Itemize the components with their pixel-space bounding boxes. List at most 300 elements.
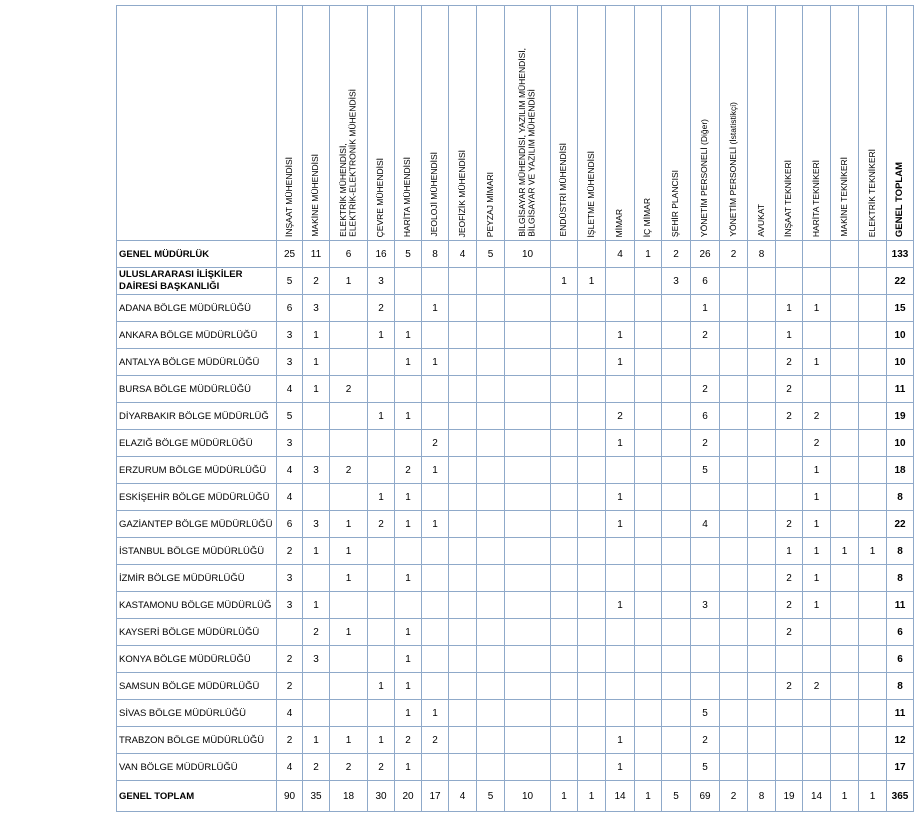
count-cell: 1 — [831, 538, 859, 565]
count-cell: 1 — [422, 349, 449, 376]
count-cell: 1 — [330, 619, 368, 646]
count-cell: 8 — [748, 241, 776, 268]
count-cell — [505, 619, 551, 646]
count-cell: 2 — [720, 241, 748, 268]
count-cell — [449, 349, 477, 376]
header-row — [117, 6, 914, 241]
count-cell — [635, 403, 662, 430]
row-total-cell: 11 — [887, 376, 914, 403]
count-cell: 1 — [803, 592, 831, 619]
count-cell: 35 — [303, 781, 330, 812]
table-row — [117, 511, 914, 538]
column-header-label: İNŞAAT MÜHENDİSİ — [283, 157, 294, 237]
count-cell — [505, 565, 551, 592]
count-cell: 2 — [303, 619, 330, 646]
count-cell — [776, 268, 803, 295]
count-cell: 6 — [277, 511, 303, 538]
count-cell — [635, 268, 662, 295]
count-cell — [803, 322, 831, 349]
count-cell: 1 — [330, 538, 368, 565]
column-header-label: MİMAR — [614, 208, 625, 237]
count-cell: 1 — [330, 511, 368, 538]
count-cell — [477, 754, 505, 781]
count-cell: 1 — [395, 754, 422, 781]
count-cell: 1 — [368, 403, 395, 430]
count-cell — [662, 295, 691, 322]
count-cell — [720, 727, 748, 754]
count-cell — [422, 376, 449, 403]
unit-name-cell: ELAZIĞ BÖLGE MÜDÜRLÜĞÜ — [117, 430, 277, 457]
count-cell: 2 — [368, 295, 395, 322]
count-cell: 1 — [803, 565, 831, 592]
count-cell: 1 — [776, 538, 803, 565]
column-header-label: HARİTA MÜHENDİSİ — [402, 156, 413, 237]
table-row — [117, 430, 914, 457]
count-cell — [551, 727, 578, 754]
count-cell: 4 — [449, 241, 477, 268]
count-cell — [578, 403, 606, 430]
count-cell — [720, 538, 748, 565]
count-cell — [720, 673, 748, 700]
count-cell — [803, 646, 831, 673]
count-cell: 1 — [395, 349, 422, 376]
count-cell — [859, 295, 887, 322]
count-cell: 6 — [277, 295, 303, 322]
count-cell — [748, 592, 776, 619]
count-cell — [831, 457, 859, 484]
count-cell — [449, 538, 477, 565]
count-cell — [551, 646, 578, 673]
count-cell — [551, 295, 578, 322]
column-header-3 — [330, 6, 368, 241]
column-header-label: ÇEVRE MÜHENDİSİ — [375, 157, 386, 237]
count-cell — [662, 349, 691, 376]
count-cell: 3 — [277, 349, 303, 376]
count-cell — [635, 700, 662, 727]
count-cell — [578, 349, 606, 376]
count-cell — [859, 349, 887, 376]
count-cell: 1 — [606, 511, 635, 538]
count-cell: 1 — [831, 781, 859, 812]
count-cell: 25 — [277, 241, 303, 268]
count-cell — [662, 592, 691, 619]
table-row — [117, 403, 914, 430]
table-row — [117, 322, 914, 349]
count-cell — [551, 484, 578, 511]
count-cell — [578, 376, 606, 403]
count-cell — [720, 619, 748, 646]
unit-name-cell: GENEL TOPLAM — [117, 781, 277, 812]
count-cell — [477, 403, 505, 430]
count-cell: 3 — [368, 268, 395, 295]
count-cell — [505, 484, 551, 511]
row-total-cell: 18 — [887, 457, 914, 484]
count-cell — [578, 295, 606, 322]
count-cell: 6 — [691, 403, 720, 430]
count-cell — [449, 295, 477, 322]
count-cell — [859, 700, 887, 727]
count-cell — [831, 322, 859, 349]
count-cell — [422, 322, 449, 349]
count-cell: 1 — [606, 484, 635, 511]
count-cell — [551, 565, 578, 592]
row-total-cell: 10 — [887, 349, 914, 376]
count-cell: 2 — [277, 673, 303, 700]
count-cell: 1 — [635, 781, 662, 812]
count-cell: 2 — [606, 403, 635, 430]
column-header-label: BİLGİSAYAR MÜHENDİSİ, YAZILIM MÜHENDİSİ, BİLGİSAYAR VE YAZILIM MÜHENDİSİ — [517, 48, 537, 237]
count-cell: 1 — [776, 322, 803, 349]
count-cell — [449, 484, 477, 511]
column-header-7 — [449, 6, 477, 241]
count-cell — [505, 403, 551, 430]
count-cell — [691, 619, 720, 646]
count-cell — [606, 538, 635, 565]
count-cell — [662, 700, 691, 727]
count-cell — [662, 403, 691, 430]
count-cell: 1 — [691, 295, 720, 322]
count-cell — [505, 646, 551, 673]
count-cell — [578, 727, 606, 754]
count-cell: 1 — [606, 430, 635, 457]
count-cell — [422, 538, 449, 565]
count-cell: 5 — [277, 268, 303, 295]
count-cell — [368, 376, 395, 403]
count-cell: 1 — [303, 349, 330, 376]
count-cell — [578, 673, 606, 700]
count-cell — [748, 754, 776, 781]
count-cell — [368, 592, 395, 619]
count-cell — [422, 619, 449, 646]
count-cell: 1 — [395, 565, 422, 592]
column-header-label: MAKİNE TEKNİKERİ — [838, 157, 849, 237]
count-cell: 2 — [277, 727, 303, 754]
unit-name-cell: ERZURUM BÖLGE MÜDÜRLÜĞÜ — [117, 457, 277, 484]
count-cell — [831, 295, 859, 322]
count-cell — [691, 538, 720, 565]
count-cell — [505, 511, 551, 538]
count-cell — [395, 268, 422, 295]
count-cell — [368, 619, 395, 646]
count-cell: 1 — [395, 322, 422, 349]
row-total-cell: 17 — [887, 754, 914, 781]
count-cell — [477, 700, 505, 727]
count-cell — [831, 592, 859, 619]
unit-name-cell: İZMİR BÖLGE MÜDÜRLÜĞÜ — [117, 565, 277, 592]
count-cell: 2 — [803, 403, 831, 430]
count-cell — [368, 430, 395, 457]
table-row — [117, 646, 914, 673]
count-cell: 2 — [422, 430, 449, 457]
count-cell — [477, 565, 505, 592]
count-cell: 4 — [277, 754, 303, 781]
count-cell: 2 — [395, 727, 422, 754]
count-cell — [831, 727, 859, 754]
count-cell — [803, 619, 831, 646]
count-cell — [831, 484, 859, 511]
count-cell — [691, 646, 720, 673]
count-cell: 1 — [606, 727, 635, 754]
count-cell — [662, 538, 691, 565]
count-cell: 1 — [606, 349, 635, 376]
count-cell — [578, 700, 606, 727]
count-cell: 4 — [277, 484, 303, 511]
count-cell — [505, 376, 551, 403]
count-cell: 4 — [277, 376, 303, 403]
count-cell — [303, 403, 330, 430]
count-cell — [578, 484, 606, 511]
count-cell — [748, 349, 776, 376]
column-header-label: YÖNETİM PERSONELİ (İstatistikçi) — [727, 102, 738, 237]
count-cell — [578, 538, 606, 565]
count-cell: 2 — [303, 754, 330, 781]
row-total-cell: 6 — [887, 646, 914, 673]
count-cell — [859, 565, 887, 592]
count-cell — [635, 727, 662, 754]
count-cell: 1 — [368, 673, 395, 700]
count-cell — [422, 673, 449, 700]
table-row — [117, 754, 914, 781]
count-cell — [578, 430, 606, 457]
table-row — [117, 349, 914, 376]
table-row — [117, 457, 914, 484]
count-cell: 4 — [277, 457, 303, 484]
count-cell — [477, 592, 505, 619]
count-cell — [635, 511, 662, 538]
count-cell — [662, 565, 691, 592]
count-cell — [720, 430, 748, 457]
staff-distribution-sheet — [116, 5, 914, 812]
count-cell: 2 — [691, 430, 720, 457]
count-cell — [831, 430, 859, 457]
count-cell — [477, 619, 505, 646]
count-cell — [859, 376, 887, 403]
column-header-4 — [368, 6, 395, 241]
count-cell: 1 — [395, 700, 422, 727]
count-cell — [859, 754, 887, 781]
count-cell — [720, 754, 748, 781]
count-cell — [720, 403, 748, 430]
count-cell: 69 — [691, 781, 720, 812]
count-cell — [748, 295, 776, 322]
count-cell — [505, 457, 551, 484]
count-cell — [720, 376, 748, 403]
count-cell — [748, 484, 776, 511]
count-cell: 5 — [662, 781, 691, 812]
count-cell — [662, 322, 691, 349]
count-cell — [578, 457, 606, 484]
count-cell: 17 — [422, 781, 449, 812]
count-cell: 10 — [505, 241, 551, 268]
count-cell: 2 — [277, 646, 303, 673]
count-cell: 4 — [691, 511, 720, 538]
count-cell — [691, 673, 720, 700]
count-cell: 1 — [330, 565, 368, 592]
count-cell: 2 — [776, 592, 803, 619]
column-header-6 — [422, 6, 449, 241]
count-cell — [635, 754, 662, 781]
count-cell — [551, 322, 578, 349]
table-row — [117, 673, 914, 700]
count-cell — [606, 295, 635, 322]
count-cell — [720, 700, 748, 727]
header-corner-cell — [117, 6, 277, 241]
count-cell: 3 — [277, 565, 303, 592]
count-cell — [720, 565, 748, 592]
count-cell: 2 — [691, 727, 720, 754]
count-cell — [748, 268, 776, 295]
unit-name-cell: ULUSLARARASI İLİŞKİLER DAİRESİ BAŞKANLIĞI — [117, 268, 277, 295]
count-cell — [477, 268, 505, 295]
count-cell: 1 — [422, 511, 449, 538]
count-cell — [551, 403, 578, 430]
count-cell — [422, 754, 449, 781]
count-cell — [477, 322, 505, 349]
count-cell — [803, 241, 831, 268]
count-cell — [505, 673, 551, 700]
count-cell — [477, 376, 505, 403]
column-header-label: JEOFİZİK MÜHENDİSİ — [456, 149, 467, 237]
count-cell: 2 — [395, 457, 422, 484]
count-cell: 1 — [803, 457, 831, 484]
count-cell — [831, 700, 859, 727]
table-row — [117, 241, 914, 268]
table-row — [117, 376, 914, 403]
unit-name-cell: GENEL MÜDÜRLÜK — [117, 241, 277, 268]
count-cell — [748, 565, 776, 592]
count-cell — [831, 673, 859, 700]
count-cell: 18 — [330, 781, 368, 812]
column-header-20 — [831, 6, 859, 241]
count-cell — [831, 565, 859, 592]
count-cell — [748, 538, 776, 565]
count-cell: 1 — [330, 268, 368, 295]
count-cell — [505, 754, 551, 781]
count-cell — [776, 241, 803, 268]
count-cell — [395, 376, 422, 403]
count-cell — [831, 511, 859, 538]
count-cell: 3 — [691, 592, 720, 619]
count-cell: 1 — [578, 268, 606, 295]
count-cell — [368, 538, 395, 565]
count-cell — [449, 457, 477, 484]
unit-name-cell: BURSA BÖLGE MÜDÜRLÜĞÜ — [117, 376, 277, 403]
count-cell — [662, 673, 691, 700]
count-cell — [803, 268, 831, 295]
row-total-cell: 8 — [887, 484, 914, 511]
count-cell: 1 — [803, 295, 831, 322]
count-cell: 5 — [691, 457, 720, 484]
count-cell — [422, 268, 449, 295]
column-header-label: AVUKAT — [755, 204, 766, 237]
count-cell — [578, 241, 606, 268]
count-cell: 1 — [303, 727, 330, 754]
count-cell — [368, 700, 395, 727]
count-cell — [748, 646, 776, 673]
row-total-cell: 11 — [887, 700, 914, 727]
count-cell — [635, 322, 662, 349]
count-cell: 1 — [303, 376, 330, 403]
count-cell — [831, 349, 859, 376]
count-cell — [505, 430, 551, 457]
count-cell — [776, 457, 803, 484]
count-cell — [720, 349, 748, 376]
count-cell — [578, 565, 606, 592]
count-cell: 2 — [691, 376, 720, 403]
unit-name-cell: TRABZON BÖLGE MÜDÜRLÜĞÜ — [117, 727, 277, 754]
row-total-cell: 10 — [887, 430, 914, 457]
count-cell — [477, 430, 505, 457]
count-cell — [551, 754, 578, 781]
count-cell: 2 — [277, 538, 303, 565]
count-cell — [449, 727, 477, 754]
count-cell: 90 — [277, 781, 303, 812]
count-cell: 1 — [635, 241, 662, 268]
count-cell — [748, 322, 776, 349]
count-cell — [803, 754, 831, 781]
count-cell — [330, 592, 368, 619]
count-cell — [395, 592, 422, 619]
count-cell — [477, 484, 505, 511]
table-row — [117, 565, 914, 592]
count-cell: 3 — [303, 646, 330, 673]
count-cell: 1 — [803, 538, 831, 565]
count-cell — [303, 673, 330, 700]
column-header-12 — [606, 6, 635, 241]
count-cell — [662, 511, 691, 538]
count-cell — [303, 484, 330, 511]
unit-name-cell: KONYA BÖLGE MÜDÜRLÜĞÜ — [117, 646, 277, 673]
count-cell — [449, 430, 477, 457]
count-cell — [449, 403, 477, 430]
count-cell: 5 — [395, 241, 422, 268]
count-cell: 1 — [303, 322, 330, 349]
count-cell — [505, 592, 551, 619]
count-cell — [330, 295, 368, 322]
count-cell — [776, 727, 803, 754]
count-cell — [303, 700, 330, 727]
count-cell: 4 — [606, 241, 635, 268]
count-cell: 1 — [303, 592, 330, 619]
count-cell: 26 — [691, 241, 720, 268]
table-row — [117, 268, 914, 295]
count-cell — [449, 592, 477, 619]
count-cell — [606, 376, 635, 403]
count-cell: 3 — [303, 295, 330, 322]
count-cell — [551, 538, 578, 565]
count-cell — [551, 376, 578, 403]
count-cell — [551, 511, 578, 538]
count-cell: 1 — [303, 538, 330, 565]
count-cell — [477, 511, 505, 538]
count-cell — [635, 457, 662, 484]
count-cell: 16 — [368, 241, 395, 268]
unit-name-cell: KASTAMONU BÖLGE MÜDÜRLÜĞ — [117, 592, 277, 619]
count-cell: 1 — [422, 457, 449, 484]
column-header-label: GENEL TOPLAM — [894, 161, 906, 237]
count-cell — [635, 484, 662, 511]
count-cell: 2 — [776, 619, 803, 646]
count-cell — [748, 376, 776, 403]
table-row — [117, 592, 914, 619]
count-cell: 3 — [303, 511, 330, 538]
count-cell — [662, 754, 691, 781]
count-cell: 5 — [477, 781, 505, 812]
count-cell: 3 — [662, 268, 691, 295]
column-header-10 — [551, 6, 578, 241]
count-cell — [748, 700, 776, 727]
count-cell — [748, 619, 776, 646]
